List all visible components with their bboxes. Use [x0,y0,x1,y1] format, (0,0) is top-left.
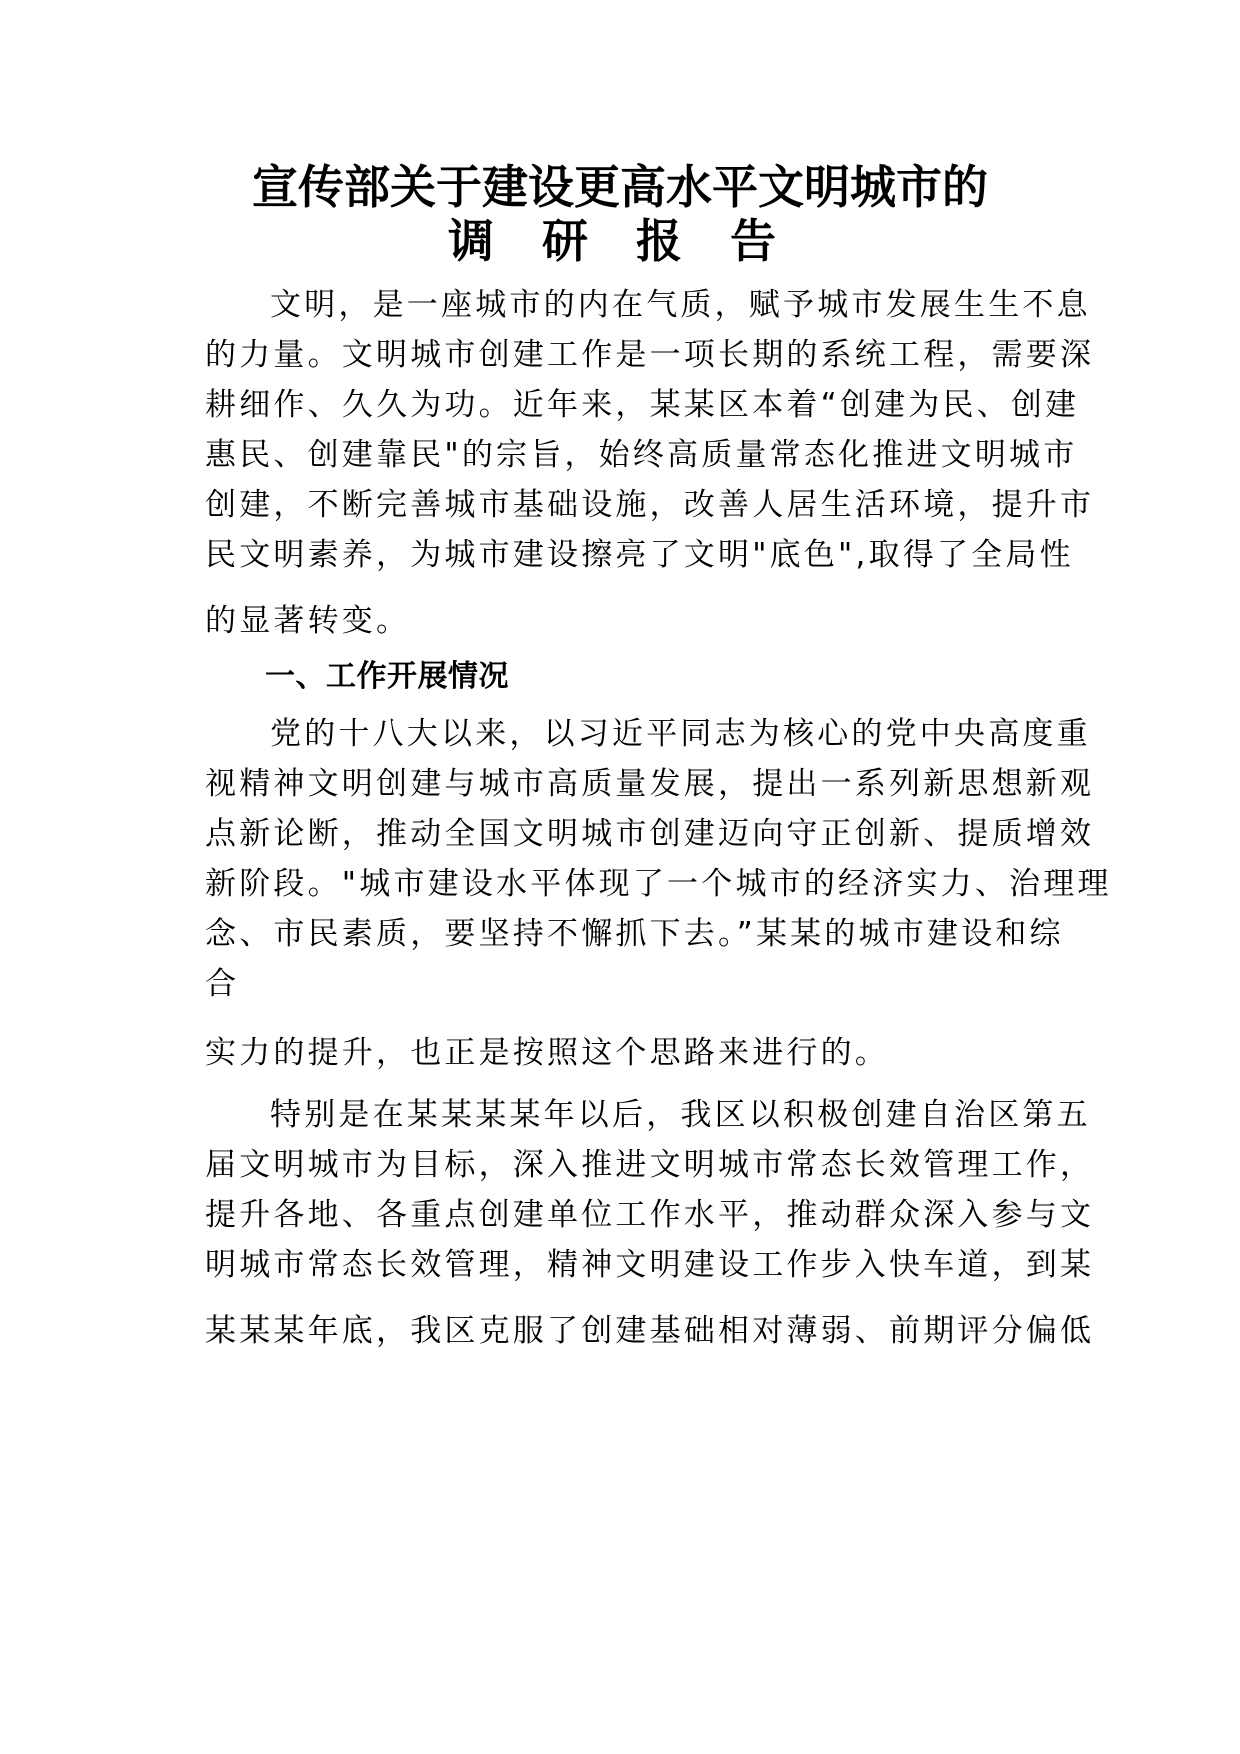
section1-para2-line: 提升各地、各重点创建单位工作水平，推动群众深入参与文 [205,1197,1095,1233]
intro-line: 文明，是一座城市的内在气质，赋予城市发展生生不息 [270,287,1091,323]
intro-line: 惠民、创建靠民"的宗旨，始终高质量常态化推进文明城市 [205,437,1078,473]
section1-para2-line: 明城市常态长效管理，精神文明建设工作步入快车道，到某 [205,1247,1095,1283]
section1-para1-line: 合 [205,966,240,1002]
intro-line: 民文明素养，为城市建设擦亮了文明"底色",取得了全局性 [205,537,1074,573]
section1-para1-line: 实力的提升，也正是按照这个思路来进行的。 [205,1035,889,1071]
document-title-line-1: 宣传部关于建设更高水平文明城市的 [252,160,988,214]
intro-line: 创建，不断完善城市基础设施，改善人居生活环境，提升市 [205,487,1095,523]
section1-para1-line: 党的十八大以来，以习近平同志为核心的党中央高度重 [270,716,1091,752]
section1-para1-line: 视精神文明创建与城市高质量发展，提出一系列新思想新观 [205,766,1095,802]
document-title-line-2: 调 研 报 告 [447,214,793,268]
section1-para1-line: 点新论断，推动全国文明城市创建迈向守正创新、提质增效 [205,816,1095,852]
section1-para1-line: 新阶段。"城市建设水平体现了一个城市的经济实力、治理理 [205,866,1112,902]
section1-para2-line: 特别是在某某某某年以后，我区以积极创建自治区第五 [270,1097,1091,1133]
section1-para2-line: 届文明城市为目标，深入推进文明城市常态长效管理工作， [205,1147,1095,1183]
intro-line: 耕细作、久久为功。近年来，某某区本着“创建为民、创建 [205,387,1080,423]
intro-line: 的力量。文明城市创建工作是一项长期的系统工程，需要深 [205,337,1095,373]
intro-line: 的显著转变。 [205,603,411,639]
section1-para2-line: 某某某年底，我区克服了创建基础相对薄弱、前期评分偏低 [205,1313,1095,1349]
section-heading: 一、工作开展情况 [265,659,509,694]
section1-para1-line: 念、市民素质，要坚持不懈抓下去。”某某的城市建设和综 [205,916,1064,952]
